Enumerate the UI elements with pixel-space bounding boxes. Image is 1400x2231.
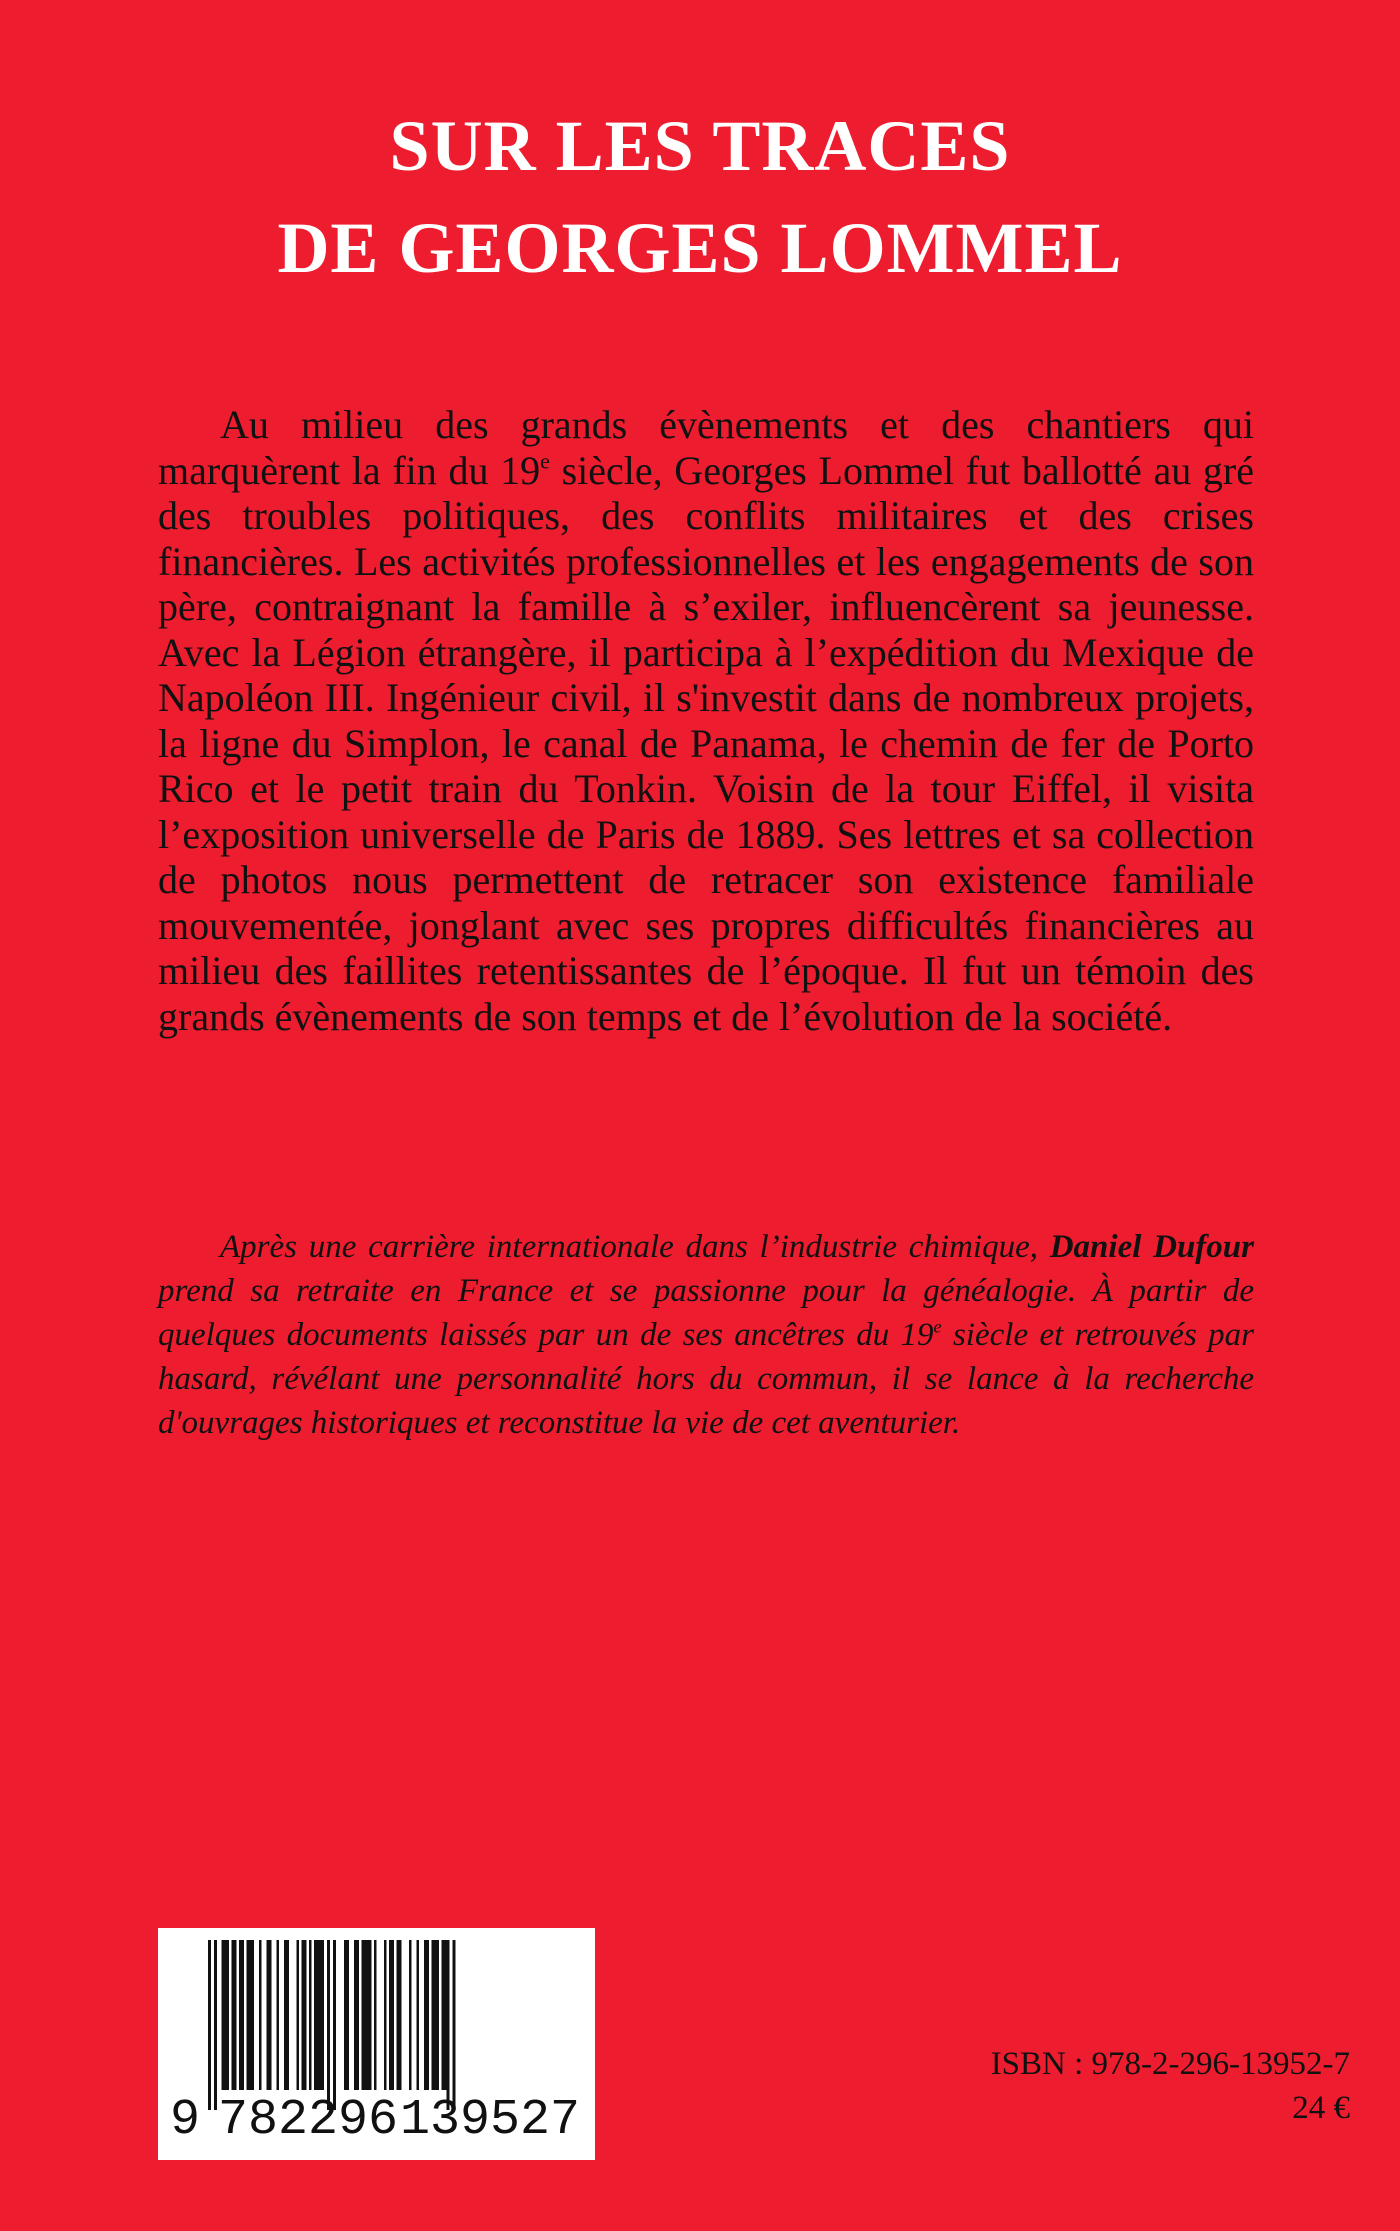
- barcode-group-2: 139527: [400, 2092, 581, 2149]
- barcode-bar: [208, 1940, 211, 2110]
- summary-text-1: Au milieu des grands évènements et des chantiers qui marquèrent la fin du 19: [158, 402, 1254, 493]
- barcode-bar: [309, 1940, 312, 2090]
- barcode-bar: [267, 1940, 272, 2090]
- bio-superscript: e: [933, 1316, 942, 1337]
- barcode-bar: [214, 1940, 217, 2110]
- summary-superscript: e: [540, 448, 550, 474]
- barcode-bar: [259, 1940, 262, 2090]
- barcode-bar: [354, 1940, 359, 2090]
- barcode-bar: [362, 1940, 372, 2090]
- bio-text-2: prend sa retraite en France et se passionne pour la généalogie. À partir de quelques documents laissés par un de ses ancêtres du 19: [158, 1273, 1254, 1353]
- barcode-bar: [389, 1940, 394, 2090]
- barcode-bar: [284, 1940, 289, 2090]
- author-name: Daniel Dufour: [1049, 1229, 1254, 1265]
- barcode-bar: [277, 1940, 280, 2090]
- author-bio: [158, 1225, 1254, 1445]
- barcode-bar: [327, 1940, 330, 2110]
- barcode-bar: [333, 1940, 336, 2110]
- title-line-1: SUR LES TRACES: [389, 106, 1011, 186]
- barcode-bar: [417, 1940, 420, 2090]
- barcode-bar: [374, 1940, 377, 2090]
- barcode-bar: [442, 1940, 447, 2090]
- book-summary: [158, 402, 1254, 1039]
- barcode-bar: [314, 1940, 324, 2090]
- barcode-bar: [239, 1940, 244, 2090]
- barcode-bar: [384, 1940, 387, 2090]
- barcode-bar: [222, 1940, 230, 2090]
- bio-text-3: siècle et retrouvés par hasard, révélant une personnalité hors du commun, il se lance à la recherche d'ouvrages historiques et reconstitue la vie de cet aventurier.: [158, 1317, 1254, 1441]
- barcode-bar: [232, 1940, 237, 2090]
- barcode-bar: [424, 1940, 429, 2090]
- barcode-bar: [447, 1940, 450, 2110]
- summary-text-2: siècle, Georges Lommel fut ballotté au gré des troubles politiques, des conflits militaires et des crises financières. Les activités professionnelles et les engagements de son père, contraignant la famille à s’exiler, influencèrent sa jeunesse. Avec la Légion étrangère, il participa à l’expédition du Mexique de Napoléon III. Ingénieur civil, il s'investit dans de nombreux projets, la ligne du Simplon, le canal de Panama, le chemin de fer de Porto Rico et le petit train du Tonkin. Voisin de la tour Eiffel, il visita l’exposition universelle de Paris de 1889. Ses lettres et sa collection de photos nous permettent de retracer son existence familiale mouvementée, jonglant avec ses propres difficultés financières au milieu des faillites retentissantes de l’époque. Il fut un témoin des grands évènements de son temps et de l’évolution de la société.: [158, 447, 1254, 1039]
- barcode-bar: [302, 1940, 307, 2090]
- barcode-bar: [397, 1940, 402, 2090]
- book-title: [0, 95, 1400, 299]
- title-line-2: DE GEORGES LOMMEL: [277, 208, 1123, 288]
- isbn-label: ISBN : 978-2-296-13952-7: [990, 2046, 1350, 2082]
- price-label: 24 €: [1292, 2090, 1350, 2126]
- barcode-bar: [432, 1940, 440, 2090]
- barcode-bar: [297, 1940, 300, 2090]
- bio-text-1: Après une carrière internationale dans l’industrie chimique,: [220, 1229, 1050, 1265]
- barcode-bar: [409, 1940, 412, 2090]
- barcode-group-1: 782296: [218, 2092, 399, 2149]
- barcode: [158, 1928, 595, 2160]
- barcode-first-digit: 9: [170, 2092, 201, 2149]
- barcode-bar: [453, 1940, 456, 2110]
- barcode-bar: [247, 1940, 255, 2090]
- barcode-bar: [344, 1940, 349, 2090]
